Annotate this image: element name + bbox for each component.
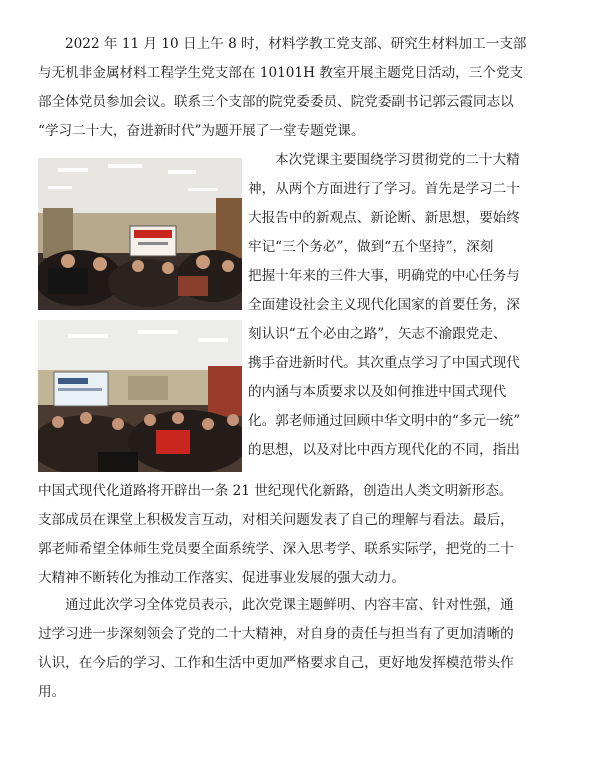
text-line: 本次党课主要围绕学习贯彻党的二十大精: [275, 152, 520, 168]
text-line: 支部成员在课堂上积极发言互动，对相关问题发表了自己的理解与看法。最后，: [38, 512, 514, 528]
text-line: 携手奋进新时代。其次重点学习了中国式现代: [248, 355, 520, 371]
text-line: 用。: [38, 684, 66, 700]
text-line: 牢记“三个务必”，做到“五个坚持”，深刻: [248, 239, 494, 255]
text-line: 的思想，以及对比中西方现代化的不同，指出: [248, 442, 520, 458]
text-line: 神，从两个方面进行了学习。首先是学习二十: [248, 181, 520, 197]
text-line: 化。郭老师通过回顾中华文明中的“多元一统”: [248, 413, 521, 429]
text-line: 的内涵与本质要求以及如何推进中国式现代: [248, 384, 507, 400]
classroom-photo-front: [38, 158, 242, 310]
text-line: 通过此次学习全体党员表示，此次党课主题鲜明、内容丰富、针对性强，通: [65, 597, 514, 613]
text-line: 郭老师希望全体师生党员要全面系统学、深入思考学、联系实际学，把党的二十: [38, 541, 514, 557]
text-line: 与无机非金属材料工程学生党支部在 10101H 教室开展主题党日活动，三个党支: [38, 65, 524, 81]
lecture-paragraph-continued: [38, 477, 568, 593]
lecture-paragraph-wrapped: [248, 146, 568, 465]
text-line: 中国式现代化道路将开辟出一条 21 世纪现代化新路，创造出人类文明新形态。: [38, 483, 513, 499]
text-line: 大报告中的新观点、新论断、新思想，要始终: [248, 210, 520, 226]
text-line: 2022 年 11 月 10 日上午 8 时，材料学教工党支部、研究生材料加工一支部: [65, 36, 527, 52]
text-line: 部全体党员参加会议。联系三个支部的院党委委员、院党委副书记郭云霞同志以: [38, 94, 514, 110]
text-line: 大精神不断转化为推动工作落实、促进事业发展的强大动力。: [38, 570, 406, 586]
conclusion-paragraph: [38, 591, 566, 707]
classroom-photo-back: [38, 320, 242, 472]
text-line: “学习二十大，奋进新时代”为题开展了一堂专题党课。: [38, 123, 365, 139]
intro-paragraph: [38, 30, 566, 146]
text-line: 把握十年来的三件大事，明确党的中心任务与: [248, 268, 520, 284]
text-line: 刻认识“五个必由之路”，矢志不渝跟党走、: [248, 326, 507, 342]
text-line: 认识，在今后的学习、工作和生活中更加严格要求自己，更好地发挥模范带头作: [38, 655, 514, 671]
text-line: 全面建设社会主义现代化国家的首要任务，深: [248, 297, 520, 313]
text-line: 过学习进一步深刻领会了党的二十大精神，对自身的责任与担当有了更加清晰的: [38, 626, 514, 642]
